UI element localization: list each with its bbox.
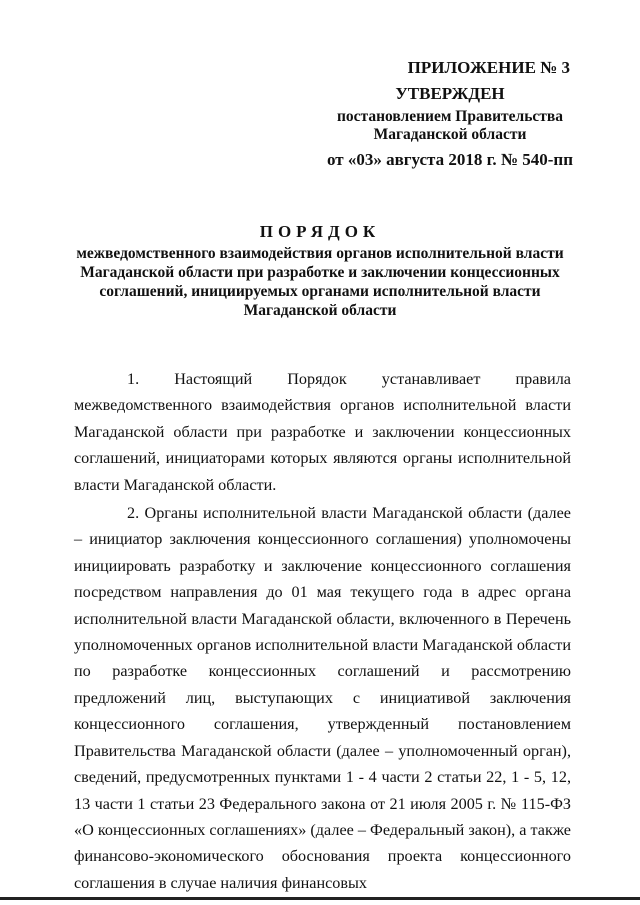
approved-heading: УТВЕРЖДЕН [395,84,505,103]
document-title: ПОРЯДОК [259,222,381,241]
document-body [74,366,571,898]
approved-line-1: постановлением Правительства [336,108,564,125]
approved-date: от «03» августа 2018 г. № 540-пп [327,150,573,169]
paragraph-1: 1. Настоящий Порядок устанавливает правила межведомственного взаимодействия органов исполнительной власти Магаданской области при разработке и заключении концессионных соглашений, инициаторами которых являются органы исполнительной власти Магаданской области. [74,370,571,494]
document-subtitle: межведомственного взаимодействия органов исполнительной власти Магаданской области при разработке и заключении концессионных соглашений, инициируемых органами исполнительной власти Магаданской области [76,245,564,319]
approved-line-2: Магаданской области [373,126,527,143]
paragraph-2: 2. Органы исполнительной власти Магаданской области (далее – инициатор заключения концессионного соглашения) уполномочены инициировать разработку и заключение концессионного соглашения посредством направления до 01 мая текущего года в адрес органа исполнительной власти Магаданской области, включенного в Перечень уполномоченных органов исполнительной власти Магаданской области по разработке концессионных соглашений и рассмотрению предложений лиц, выступающих с инициативой заключения концессионного соглашения, утвержденный постановлением Правительства Магаданской области (далее – уполномоченный орган), сведений, предусмотренных пунктами 1 - 4 части 2 статьи 22, 1 - 5, 12, 13 части 1 статьи 23 Федерального закона от 21 июля 2005 г. № 115-ФЗ «О концессионных соглашениях» (далее – Федеральный закон), а также финансово-экономического обоснования проекта концессионного соглашения в случае наличия финансовых [74,504,571,892]
bottom-divider [0,897,640,900]
appendix-label: ПРИЛОЖЕНИЕ № 3 [407,58,570,77]
approval-block [300,84,600,170]
